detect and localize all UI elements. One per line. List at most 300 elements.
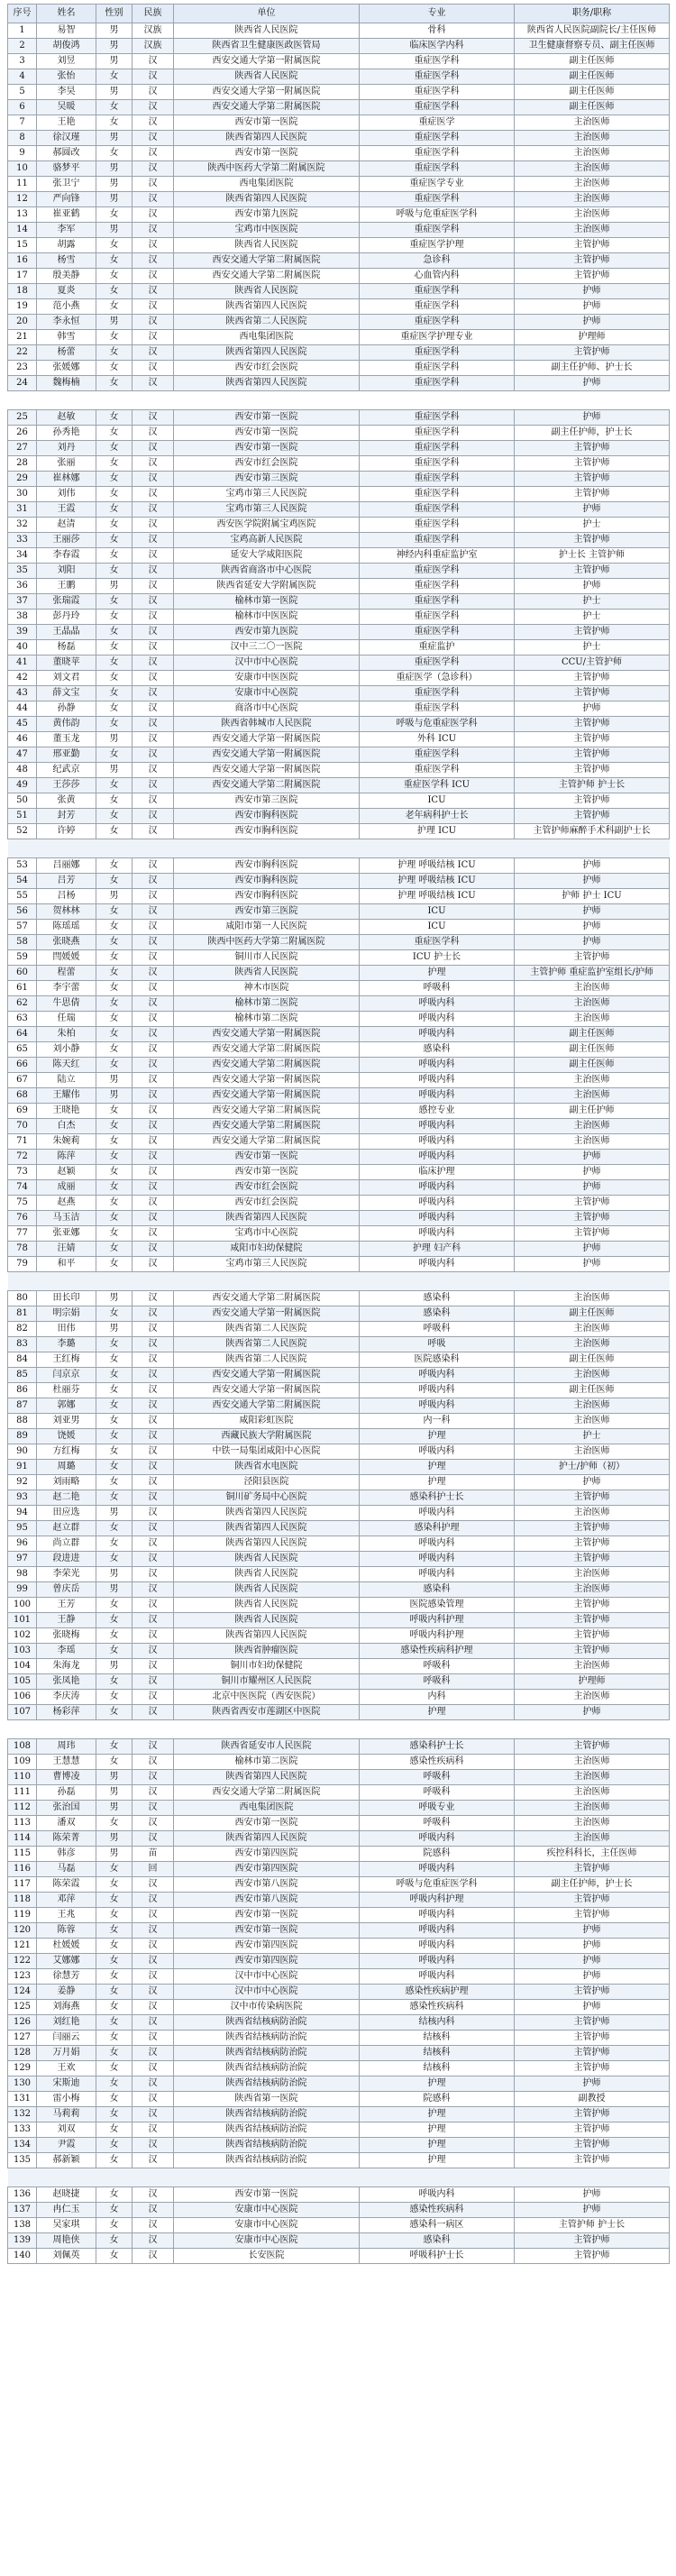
cell-ethnicity: 汉 [132, 131, 174, 146]
cell-specialty: 护理 [360, 1460, 515, 1475]
cell-gender: 女 [96, 115, 132, 131]
cell-ethnicity: 汉 [132, 284, 174, 299]
cell-index: 10 [8, 161, 37, 177]
cell-specialty: 重症医学科 [360, 594, 515, 610]
cell-ethnicity: 汉 [132, 920, 174, 935]
cell-name: 王晶晶 [37, 625, 96, 640]
cell-title: 主治医师 [515, 1567, 670, 1582]
cell-ethnicity: 汉 [132, 299, 174, 315]
table-row [8, 238, 670, 253]
table-row [8, 253, 670, 269]
table-row [8, 2107, 670, 2122]
table-row [8, 1628, 670, 1644]
cell-ethnicity: 汉 [132, 1739, 174, 1755]
cell-ethnicity: 汉 [132, 2203, 174, 2218]
cell-name: 赵敏 [37, 410, 96, 426]
cell-index: 64 [8, 1027, 37, 1042]
cell-title: 主治医师 [515, 1816, 670, 1831]
cell-name: 成丽 [37, 1180, 96, 1196]
table-row [8, 1414, 670, 1429]
cell-index: 138 [8, 2218, 37, 2233]
cell-unit: 西安市胸科医院 [174, 874, 360, 889]
cell-gender: 男 [96, 1831, 132, 1847]
staff-roster-sheet [7, 4, 669, 2264]
cell-name: 赵二艳 [37, 1490, 96, 1506]
cell-title: 主管护师 [515, 2107, 670, 2122]
table-row [8, 1908, 670, 1923]
cell-name: 吕丽娜 [37, 858, 96, 874]
cell-index: 14 [8, 223, 37, 238]
cell-index: 39 [8, 625, 37, 640]
cell-specialty: 护理 ICU [360, 824, 515, 839]
cell-index: 113 [8, 1816, 37, 1831]
table-row [8, 1211, 670, 1226]
cell-gender: 女 [96, 2138, 132, 2153]
cell-unit: 榆林市第二医院 [174, 1012, 360, 1027]
cell-specialty: 呼吸内科 [360, 996, 515, 1012]
cell-title: 主治医师 [515, 1368, 670, 1383]
cell-specialty: 结核科 [360, 2031, 515, 2046]
cell-index: 23 [8, 361, 37, 376]
cell-title: 主治医师 [515, 996, 670, 1012]
cell-specialty: 感染性疾病科护理 [360, 1644, 515, 1659]
cell-index: 48 [8, 763, 37, 778]
cell-ethnicity: 汉 [132, 996, 174, 1012]
cell-index: 8 [8, 131, 37, 146]
cell-name: 刘佩英 [37, 2249, 96, 2264]
cell-name: 王芳 [37, 1598, 96, 1613]
cell-name: 李永恒 [37, 315, 96, 330]
table-row [8, 2046, 670, 2061]
cell-gender: 女 [96, 1352, 132, 1368]
cell-unit: 陕西省延安大学附属医院 [174, 579, 360, 594]
cell-title: 主管护师 [515, 671, 670, 686]
cell-ethnicity: 汉 [132, 2187, 174, 2203]
cell-ethnicity: 汉 [132, 874, 174, 889]
cell-name: 尚立群 [37, 1536, 96, 1552]
cell-index: 31 [8, 502, 37, 518]
cell-unit: 陕西省西安市莲湖区中医院 [174, 1705, 360, 1720]
cell-specialty: 护理 [360, 966, 515, 981]
cell-index: 79 [8, 1257, 37, 1272]
cell-specialty: 心血管内科 [360, 269, 515, 284]
cell-index: 80 [8, 1291, 37, 1306]
cell-index: 40 [8, 640, 37, 655]
cell-unit: 陕西省第一医院 [174, 2092, 360, 2107]
cell-index: 91 [8, 1460, 37, 1475]
table-row [8, 701, 670, 717]
cell-index: 27 [8, 441, 37, 456]
cell-title: 主管护师 [515, 345, 670, 361]
cell-gender: 女 [96, 1755, 132, 1770]
table-row [8, 207, 670, 223]
cell-ethnicity: 汉 [132, 223, 174, 238]
table-row [8, 904, 670, 920]
cell-name: 程蕾 [37, 966, 96, 981]
cell-specialty: 重症医学科 [360, 441, 515, 456]
cell-index: 94 [8, 1506, 37, 1521]
cell-index: 136 [8, 2187, 37, 2203]
cell-unit: 陕西省第四人民医院 [174, 299, 360, 315]
cell-index: 66 [8, 1058, 37, 1073]
cell-title: 主管护师 [515, 1490, 670, 1506]
cell-name: 郭娜 [37, 1398, 96, 1414]
cell-name: 杨蕾 [37, 345, 96, 361]
cell-index: 28 [8, 456, 37, 472]
cell-specialty: 医院感染科 [360, 1352, 515, 1368]
cell-gender: 女 [96, 686, 132, 701]
cell-specialty: 呼吸内科 [360, 1211, 515, 1226]
cell-unit: 西安市胸科医院 [174, 809, 360, 824]
cell-specialty: 急诊科 [360, 253, 515, 269]
cell-index: 130 [8, 2076, 37, 2092]
cell-title: 主管护师 [515, 1862, 670, 1877]
table-row [8, 1862, 670, 1877]
table-row [8, 1242, 670, 1257]
cell-ethnicity: 汉 [132, 824, 174, 839]
cell-title: 副主任医师 [515, 1383, 670, 1398]
cell-index: 104 [8, 1659, 37, 1674]
cell-title: 主管护师 [515, 1552, 670, 1567]
cell-ethnicity: 汉 [132, 2122, 174, 2138]
cell-name: 孙秀艳 [37, 426, 96, 441]
cell-ethnicity: 汉 [132, 1755, 174, 1770]
cell-specialty: 重症医学科 [360, 456, 515, 472]
cell-index: 82 [8, 1322, 37, 1337]
cell-index: 115 [8, 1847, 37, 1862]
cell-gender: 女 [96, 1460, 132, 1475]
cell-gender: 女 [96, 299, 132, 315]
cell-ethnicity: 汉 [132, 1628, 174, 1644]
cell-name: 张凤艳 [37, 1674, 96, 1690]
cell-index: 124 [8, 1985, 37, 2000]
cell-gender: 女 [96, 2015, 132, 2031]
cell-ethnicity: 汉 [132, 361, 174, 376]
col-header-unit: 单位 [174, 5, 360, 23]
cell-name: 曾庆岳 [37, 1582, 96, 1598]
cell-gender: 女 [96, 1165, 132, 1180]
cell-ethnicity: 回 [132, 1862, 174, 1877]
cell-title: 护士 [515, 594, 670, 610]
cell-index: 59 [8, 950, 37, 966]
cell-gender: 女 [96, 238, 132, 253]
cell-name: 赵清 [37, 518, 96, 533]
cell-unit: 西安市第一医院 [174, 146, 360, 161]
cell-ethnicity: 汉 [132, 1088, 174, 1104]
cell-specialty: 呼吸内科 [360, 1180, 515, 1196]
cell-index: 117 [8, 1877, 37, 1893]
cell-index: 37 [8, 594, 37, 610]
cell-unit: 延安大学咸阳医院 [174, 548, 360, 564]
cell-ethnicity: 汉 [132, 1352, 174, 1368]
table-row [8, 1119, 670, 1134]
cell-index: 62 [8, 996, 37, 1012]
table-row [8, 1582, 670, 1598]
cell-specialty: 重症医学科 [360, 518, 515, 533]
cell-gender: 女 [96, 269, 132, 284]
cell-ethnicity: 汉 [132, 426, 174, 441]
cell-ethnicity: 汉 [132, 1490, 174, 1506]
cell-specialty: 重症医学科 [360, 533, 515, 548]
cell-ethnicity: 汉 [132, 238, 174, 253]
cell-unit: 陕西省第四人民医院 [174, 131, 360, 146]
cell-specialty: 内一科 [360, 1414, 515, 1429]
cell-unit: 安康市中心医院 [174, 2203, 360, 2218]
cell-unit: 北京中医医院（西安医院） [174, 1690, 360, 1705]
cell-specialty: 结核科 [360, 2046, 515, 2061]
table-row [8, 1088, 670, 1104]
cell-index: 129 [8, 2061, 37, 2076]
cell-name: 吕芳 [37, 874, 96, 889]
cell-specialty: 重症医学科 [360, 345, 515, 361]
cell-name: 刘双 [37, 2122, 96, 2138]
cell-name: 田长印 [37, 1291, 96, 1306]
cell-title: 主管护师 [515, 2061, 670, 2076]
cell-index: 120 [8, 1923, 37, 1939]
cell-specialty: 结核内科 [360, 2015, 515, 2031]
cell-index: 50 [8, 793, 37, 809]
table-row [8, 1490, 670, 1506]
cell-gender: 女 [96, 1490, 132, 1506]
cell-index: 119 [8, 1908, 37, 1923]
cell-index: 19 [8, 299, 37, 315]
group-separator [8, 2168, 670, 2187]
cell-ethnicity: 汉 [132, 487, 174, 502]
cell-title: 副主任医师 [515, 69, 670, 85]
table-row [8, 426, 670, 441]
cell-unit: 陕西省结核病防治院 [174, 2015, 360, 2031]
cell-unit: 汉中市中心医院 [174, 1985, 360, 2000]
cell-name: 闫丽云 [37, 2031, 96, 2046]
cell-index: 114 [8, 1831, 37, 1847]
table-row [8, 85, 670, 100]
cell-index: 118 [8, 1893, 37, 1908]
cell-name: 饶媛 [37, 1429, 96, 1444]
cell-name: 崔亚鹤 [37, 207, 96, 223]
cell-title: 主管护师 [515, 2015, 670, 2031]
cell-index: 134 [8, 2138, 37, 2153]
cell-unit: 西安市第一医院 [174, 1816, 360, 1831]
cell-index: 81 [8, 1306, 37, 1322]
cell-title: 护士 [515, 518, 670, 533]
cell-title: 主管护师麻醉手术科副护士长 [515, 824, 670, 839]
cell-gender: 男 [96, 192, 132, 207]
cell-specialty: 临床医学内科 [360, 39, 515, 54]
cell-unit: 陕西省第四人民医院 [174, 192, 360, 207]
cell-gender: 女 [96, 284, 132, 299]
table-row [8, 131, 670, 146]
cell-ethnicity: 汉 [132, 315, 174, 330]
cell-name: 刘小静 [37, 1042, 96, 1058]
cell-name: 马玉洁 [37, 1211, 96, 1226]
cell-ethnicity: 汉 [132, 1690, 174, 1705]
cell-ethnicity: 汉 [132, 1801, 174, 1816]
cell-ethnicity: 汉 [132, 1785, 174, 1801]
cell-ethnicity: 汉 [132, 54, 174, 69]
cell-ethnicity: 汉 [132, 594, 174, 610]
cell-unit: 陕西省人民医院 [174, 1598, 360, 1613]
cell-ethnicity: 汉 [132, 345, 174, 361]
cell-specialty: ICU [360, 793, 515, 809]
table-row [8, 1939, 670, 1954]
cell-gender: 女 [96, 2107, 132, 2122]
cell-gender: 女 [96, 1337, 132, 1352]
table-row [8, 763, 670, 778]
cell-ethnicity: 汉 [132, 1119, 174, 1134]
cell-unit: 西电集团医院 [174, 177, 360, 192]
cell-gender: 男 [96, 177, 132, 192]
cell-unit: 安康市中心医院 [174, 2218, 360, 2233]
cell-ethnicity: 汉 [132, 177, 174, 192]
cell-ethnicity: 汉 [132, 889, 174, 904]
cell-ethnicity: 汉 [132, 579, 174, 594]
cell-gender: 女 [96, 330, 132, 345]
cell-ethnicity: 汉 [132, 981, 174, 996]
cell-unit: 中铁一局集团咸阳中心医院 [174, 1444, 360, 1460]
cell-ethnicity: 汉 [132, 732, 174, 747]
cell-gender: 女 [96, 874, 132, 889]
group-separator [8, 1272, 670, 1291]
cell-ethnicity: 汉 [132, 533, 174, 548]
table-row [8, 548, 670, 564]
table-row [8, 441, 670, 456]
cell-unit: 商洛市中心医院 [174, 701, 360, 717]
cell-index: 61 [8, 981, 37, 996]
cell-specialty: 院感科 [360, 1847, 515, 1862]
cell-specialty: ICU [360, 904, 515, 920]
cell-name: 马莉莉 [37, 2107, 96, 2122]
cell-ethnicity: 汉 [132, 809, 174, 824]
cell-name: 李荣光 [37, 1567, 96, 1582]
cell-unit: 陕西省结核病防治院 [174, 2046, 360, 2061]
cell-gender: 女 [96, 920, 132, 935]
cell-unit: 陕西省第四人民医院 [174, 1770, 360, 1785]
cell-name: 雷小梅 [37, 2092, 96, 2107]
cell-unit: 陕西省结核病防治院 [174, 2061, 360, 2076]
table-row [8, 2092, 670, 2107]
cell-unit: 西安交通大学第二附属医院 [174, 1785, 360, 1801]
cell-gender: 女 [96, 2000, 132, 2015]
cell-gender: 女 [96, 610, 132, 625]
cell-ethnicity: 汉 [132, 1552, 174, 1567]
cell-title: 护师 [515, 2203, 670, 2218]
cell-specialty: 护理 [360, 2138, 515, 2153]
cell-gender: 女 [96, 1521, 132, 1536]
cell-gender: 男 [96, 1073, 132, 1088]
cell-index: 140 [8, 2249, 37, 2264]
cell-gender: 女 [96, 1027, 132, 1042]
cell-specialty: 重症医学科 [360, 564, 515, 579]
cell-title: 护士 [515, 1429, 670, 1444]
cell-specialty: 呼吸内科护理 [360, 1628, 515, 1644]
cell-unit: 西安交通大学第二附属医院 [174, 1042, 360, 1058]
cell-ethnicity: 汉 [132, 472, 174, 487]
table-row [8, 686, 670, 701]
cell-index: 100 [8, 1598, 37, 1613]
cell-title: 主治医师 [515, 1785, 670, 1801]
cell-index: 103 [8, 1644, 37, 1659]
table-row [8, 487, 670, 502]
cell-unit: 西安市红会医院 [174, 361, 360, 376]
cell-unit: 西安交通大学第二附属医院 [174, 1104, 360, 1119]
cell-gender: 女 [96, 1739, 132, 1755]
cell-unit: 陕西省第四人民医院 [174, 376, 360, 391]
cell-name: 闫京京 [37, 1368, 96, 1383]
cell-unit: 咸阳市第一人民医院 [174, 920, 360, 935]
cell-specialty: 呼吸内科 [360, 1257, 515, 1272]
cell-gender: 男 [96, 161, 132, 177]
cell-gender: 女 [96, 361, 132, 376]
cell-gender: 男 [96, 1582, 132, 1598]
cell-gender: 女 [96, 640, 132, 655]
cell-name: 胡俊鸿 [37, 39, 96, 54]
cell-index: 52 [8, 824, 37, 839]
cell-title: 副主任医师 [515, 1027, 670, 1042]
cell-specialty: 呼吸内科 [360, 1027, 515, 1042]
cell-ethnicity: 汉 [132, 625, 174, 640]
cell-ethnicity: 汉 [132, 1306, 174, 1322]
cell-gender: 女 [96, 1226, 132, 1242]
table-row [8, 579, 670, 594]
cell-specialty: 重症医学科 [360, 361, 515, 376]
cell-unit: 西安市第四医院 [174, 1954, 360, 1969]
cell-index: 30 [8, 487, 37, 502]
table-row [8, 345, 670, 361]
cell-title: 护师 [515, 1705, 670, 1720]
cell-index: 86 [8, 1383, 37, 1398]
cell-title: 主管护师 [515, 2046, 670, 2061]
cell-ethnicity: 汉 [132, 1383, 174, 1398]
cell-ethnicity: 汉 [132, 717, 174, 732]
cell-unit: 咸阳彩虹医院 [174, 1414, 360, 1429]
cell-title: 主治医师 [515, 1582, 670, 1598]
cell-name: 周玮 [37, 1739, 96, 1755]
cell-unit: 西安市第八医院 [174, 1893, 360, 1908]
header-row [8, 5, 670, 23]
table-row [8, 889, 670, 904]
cell-title: 主治医师 [515, 207, 670, 223]
cell-gender: 女 [96, 809, 132, 824]
cell-unit: 陕西省第二人民医院 [174, 315, 360, 330]
cell-title: 主管护师 [515, 2031, 670, 2046]
cell-title: 主管护师 [515, 2233, 670, 2249]
cell-specialty: 呼吸内科 [360, 1196, 515, 1211]
cell-ethnicity: 汉 [132, 778, 174, 793]
cell-unit: 汉中市中心医院 [174, 1969, 360, 1985]
cell-index: 83 [8, 1337, 37, 1352]
cell-title: 护师 [515, 410, 670, 426]
cell-title: 主治医师 [515, 131, 670, 146]
cell-title: 主管护师 [515, 793, 670, 809]
cell-ethnicity: 汉 [132, 376, 174, 391]
table-row [8, 533, 670, 548]
cell-title: 主管护师 [515, 1908, 670, 1923]
cell-unit: 泾阳县医院 [174, 1475, 360, 1490]
cell-index: 49 [8, 778, 37, 793]
cell-gender: 女 [96, 1306, 132, 1322]
cell-unit: 西安市红会医院 [174, 1180, 360, 1196]
cell-name: 张瑞霞 [37, 594, 96, 610]
cell-gender: 女 [96, 2076, 132, 2092]
cell-name: 段进进 [37, 1552, 96, 1567]
table-row [8, 1027, 670, 1042]
cell-unit: 宝鸡市中医医院 [174, 223, 360, 238]
cell-name: 万月娟 [37, 2046, 96, 2061]
cell-specialty: 呼吸内科 [360, 1536, 515, 1552]
cell-name: 王静 [37, 1613, 96, 1628]
cell-ethnicity: 汉 [132, 1322, 174, 1337]
cell-index: 21 [8, 330, 37, 345]
